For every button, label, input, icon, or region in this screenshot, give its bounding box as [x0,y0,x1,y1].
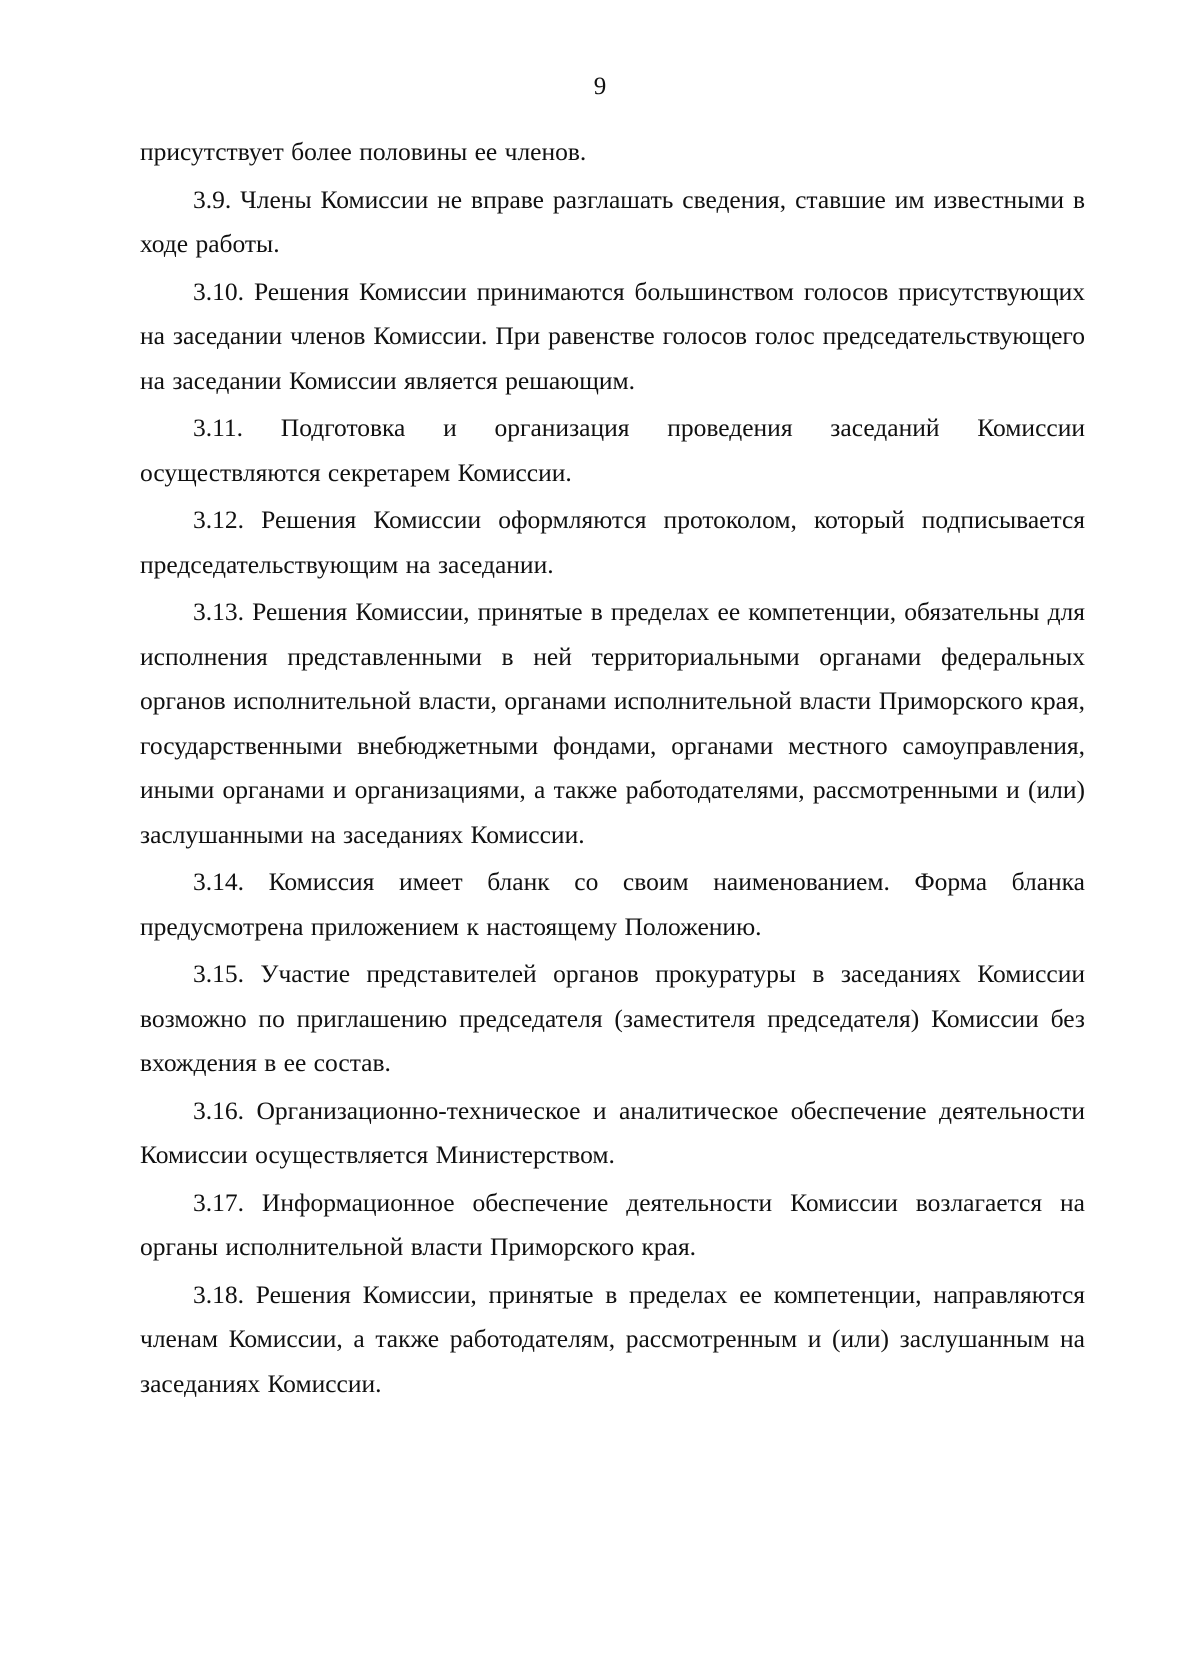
paragraph-3-10: 3.10. Решения Комиссии принимаются большинством голосов присутствующих на заседании членов Комиссии. При равенстве голосов голос председательствующего на заседании Комиссии является решающим. [140,276,1085,395]
paragraph-continuation: присутствует более половины ее членов. [140,137,587,166]
paragraph-3-15: 3.15. Участие представителей органов прокуратуры в заседаниях Комиссии возможно по приглашению председателя (заместителя председателя) Комиссии без вхождения в ее состав. [140,959,1085,1077]
paragraph-3-9: 3.9. Члены Комиссии не вправе разглашать сведения, ставшие им известными в ходе работы. [140,184,1085,258]
paragraph-3-14: 3.14. Комиссия имеет бланк со своим наименованием. Форма бланка предусмотрена приложением к настоящему Положению. [140,867,1085,941]
document-body [140,130,1085,1409]
paragraph-3-17: 3.17. Информационное обеспечение деятельности Комиссии возлагается на органы исполнительной власти Приморского края. [140,1187,1085,1261]
page-number: 9 [593,73,607,100]
paragraph-3-12: 3.12. Решения Комиссии оформляются протоколом, который подписывается председательствующим на заседании. [140,505,1085,579]
paragraph-3-18: 3.18. Решения Комиссии, принятые в пределах ее компетенции, направляются членам Комиссии, а также работодателям, рассмотренным и (или) заслушанным на заседаниях Комиссии. [140,1279,1085,1398]
paragraph-3-13: 3.13. Решения Комиссии, принятые в пределах ее компетенции, обязательны для исполнения представленными в ней территориальными органами федеральных органов исполнительной власти, органами исполнительной власти Приморского края, государственными внебюджетными фондами, органами местного самоуправления, иными органами и организациями, а также работодателями, рассмотренными и (или) заслушанными на заседаниях Комиссии. [140,597,1085,849]
paragraph-3-11: 3.11. Подготовка и организация проведения заседаний Комиссии осуществляются секретарем Комиссии. [140,413,1085,487]
paragraph-3-16: 3.16. Организационно-техническое и аналитическое обеспечение деятельности Комиссии осуществляется Министерством. [140,1095,1085,1169]
